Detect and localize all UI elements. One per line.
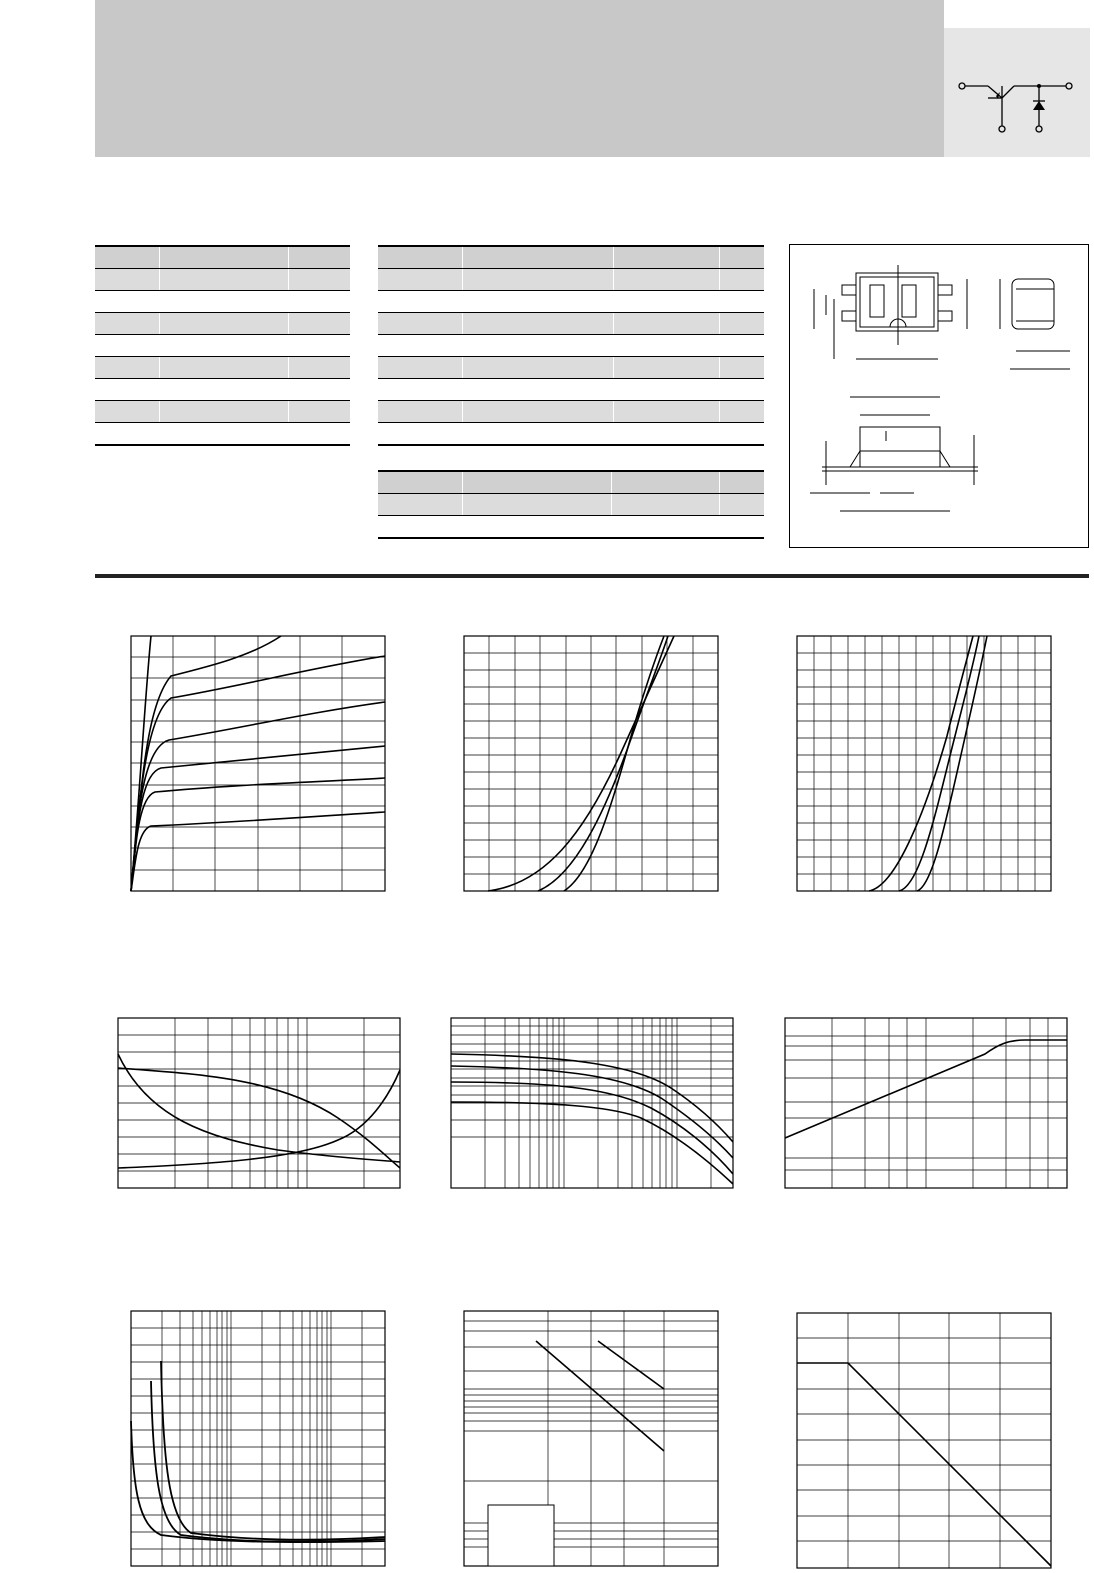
chart-derating-curves <box>451 1018 733 1188</box>
chart-transfer-characteristics-2 <box>797 636 1051 891</box>
ratings-table <box>95 245 350 446</box>
electrical-characteristics-table <box>378 245 764 446</box>
chart-transfer-characteristics <box>464 636 718 891</box>
chart-output-characteristics <box>131 636 385 891</box>
section-divider <box>95 574 1089 578</box>
chart-log-lines <box>464 1311 718 1566</box>
package-drawing-frame <box>789 244 1089 548</box>
electrical-characteristics-table-2 <box>378 470 764 539</box>
chart-decay-curves <box>131 1311 385 1566</box>
chart-rising-saturating <box>785 1018 1067 1188</box>
chart-log-curves <box>118 1018 400 1188</box>
circuit-symbol-box <box>944 28 1090 157</box>
package-outline-drawing-icon <box>790 245 1090 549</box>
transistor-with-diode-symbol-icon <box>944 28 1090 157</box>
chart-derating-line <box>797 1313 1051 1568</box>
header-band <box>95 0 944 157</box>
